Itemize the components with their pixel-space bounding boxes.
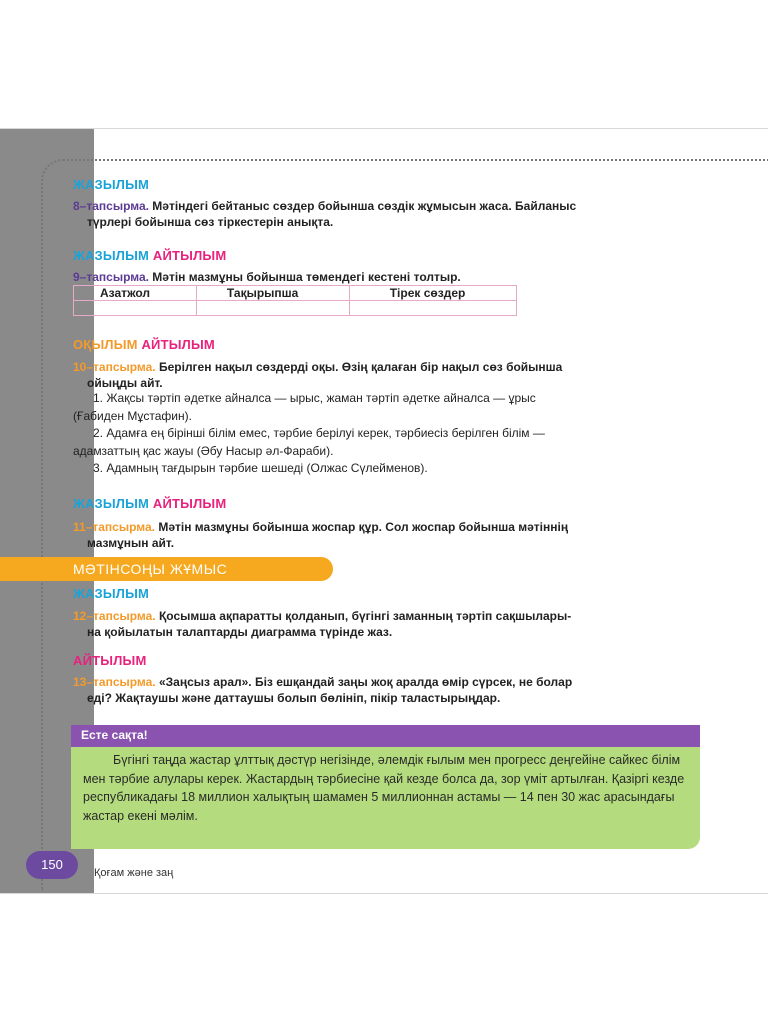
task-13-text-1: «Заңсыз арал». Біз ешқандай заңы жоқ аралда өмір сүрсек, не болар [155, 675, 573, 689]
table-cell [74, 301, 197, 316]
section-heading-3 [73, 337, 215, 352]
section-heading-2 [73, 248, 226, 263]
task-13 [73, 674, 703, 706]
heading-speaking: АЙТЫЛЫМ [141, 337, 215, 352]
section-heading-4 [73, 496, 226, 511]
task-10-number: 10–тапсырма. [73, 360, 156, 374]
task-9-text: Мәтін мазмұны бойынша төмендегі кестені толтыр. [148, 270, 461, 284]
post-text-banner-label: МӘТІНСОҢЫ ЖҰМЫС [73, 561, 228, 577]
table-header-cell: Тірек сөздер [349, 286, 516, 301]
task-10-text-1: Берілген нақыл сөздерді оқы. Өзің қалаған бір нақыл сөз бойынша [155, 360, 563, 374]
remember-box-text: Бүгінгі таңда жастар ұлттық дәстүр негізінде, әлемдік ғылым мен прогресс деңгейіне сайкес білім мен тәрбие алулары керек. Жастардың тәрбиесіне қай кезде болса да, зор үміт артылған. Қазіргі кезде республикадағы 18 миллион халықтың шамамен 5 миллионнан астамы — 14 пен 30 жас арасындағы жастар екені мәлім. [83, 753, 685, 823]
quote-1-line-2: (Ғабиден Мұстафин). [73, 408, 192, 423]
task-12 [73, 608, 703, 640]
task-10 [73, 359, 703, 391]
task-11-text-2: мазмұнын айт. [87, 536, 175, 550]
task-11 [73, 519, 703, 551]
quote-2-line-2: адамзаттың қас жауы (Әбу Насыр әл-Фараби). [73, 443, 334, 458]
task-8 [73, 198, 703, 230]
table-header-row [74, 286, 517, 301]
task-11-text-1: Мәтін мазмұны бойынша жоспар құр. Сол жоспар бойынша мәтіннің [154, 520, 569, 534]
heading-speaking: АЙТЫЛЫМ [152, 496, 227, 511]
task-12-text-2: на қойылатын талаптарды диаграмма түрінде жаз. [87, 625, 393, 639]
remember-box [71, 725, 700, 849]
heading-writing: ЖАЗЫЛЫМ [73, 496, 150, 511]
section-heading-writing-5: ЖАЗЫЛЫМ [73, 586, 150, 601]
task-10-text-2: ойыңды айт. [87, 376, 163, 390]
table-header-cell: Азатжол [74, 286, 197, 301]
quote-3: 3. Адамның тағдырын тәрбие шешеді (Олжас Сүлейменов). [93, 461, 428, 475]
table-cell [349, 301, 516, 316]
task-8-text-2: түрлері бойынша сөз тіркестерін анықта. [87, 215, 334, 229]
task-9 [73, 269, 703, 285]
remember-box-title: Есте сақта! [81, 728, 148, 742]
table-cell [196, 301, 349, 316]
footer-section-title: Қоғам және заң [94, 867, 174, 879]
heading-speaking: АЙТЫЛЫМ [152, 248, 227, 263]
task-11-number: 11–тапсырма. [73, 520, 155, 534]
task-8-number: 8–тапсырма. [73, 199, 149, 213]
section-heading-writing-1: ЖАЗЫЛЫМ [73, 177, 150, 192]
table-empty-row [74, 301, 517, 316]
task-13-text-2: еді? Жақтаушы және даттаушы болып бөлініп, пікір таластырыңдар. [87, 691, 501, 705]
section-heading-speaking-6: АЙТЫЛЫМ [73, 653, 147, 668]
task-8-text-1: Мәтіндегі бейтаныс сөздер бойынша сөздік жұмысын жаса. Байланыс [148, 199, 577, 213]
task-13-number: 13–тапсырма. [73, 675, 156, 689]
quotes-block [73, 390, 703, 478]
task-12-text-1: Қосымша ақпаратты қолданып, бүгінгі заманның тәртіп сақшылары- [155, 609, 572, 623]
quote-1-line-1: 1. Жақсы тәртіп әдетке айналса — ырыс, жаман тәртіп әдетке айналса — ұрыс [93, 391, 536, 405]
table-header-cell: Тақырыпша [196, 286, 349, 301]
task-12-number: 12–тапсырма. [73, 609, 156, 623]
fill-table [73, 285, 517, 316]
page-number-badge: 150 [26, 851, 78, 879]
quote-2-line-1: 2. Адамға ең бірінші білім емес, тәрбие берілуі керек, тәрбиесіз берілген білім — [93, 426, 545, 440]
task-9-number: 9–тапсырма. [73, 270, 149, 284]
heading-writing: ЖАЗЫЛЫМ [73, 248, 150, 263]
heading-reading: ОҚЫЛЫМ [73, 337, 138, 352]
textbook-page [0, 128, 768, 894]
remember-box-header [71, 725, 700, 747]
